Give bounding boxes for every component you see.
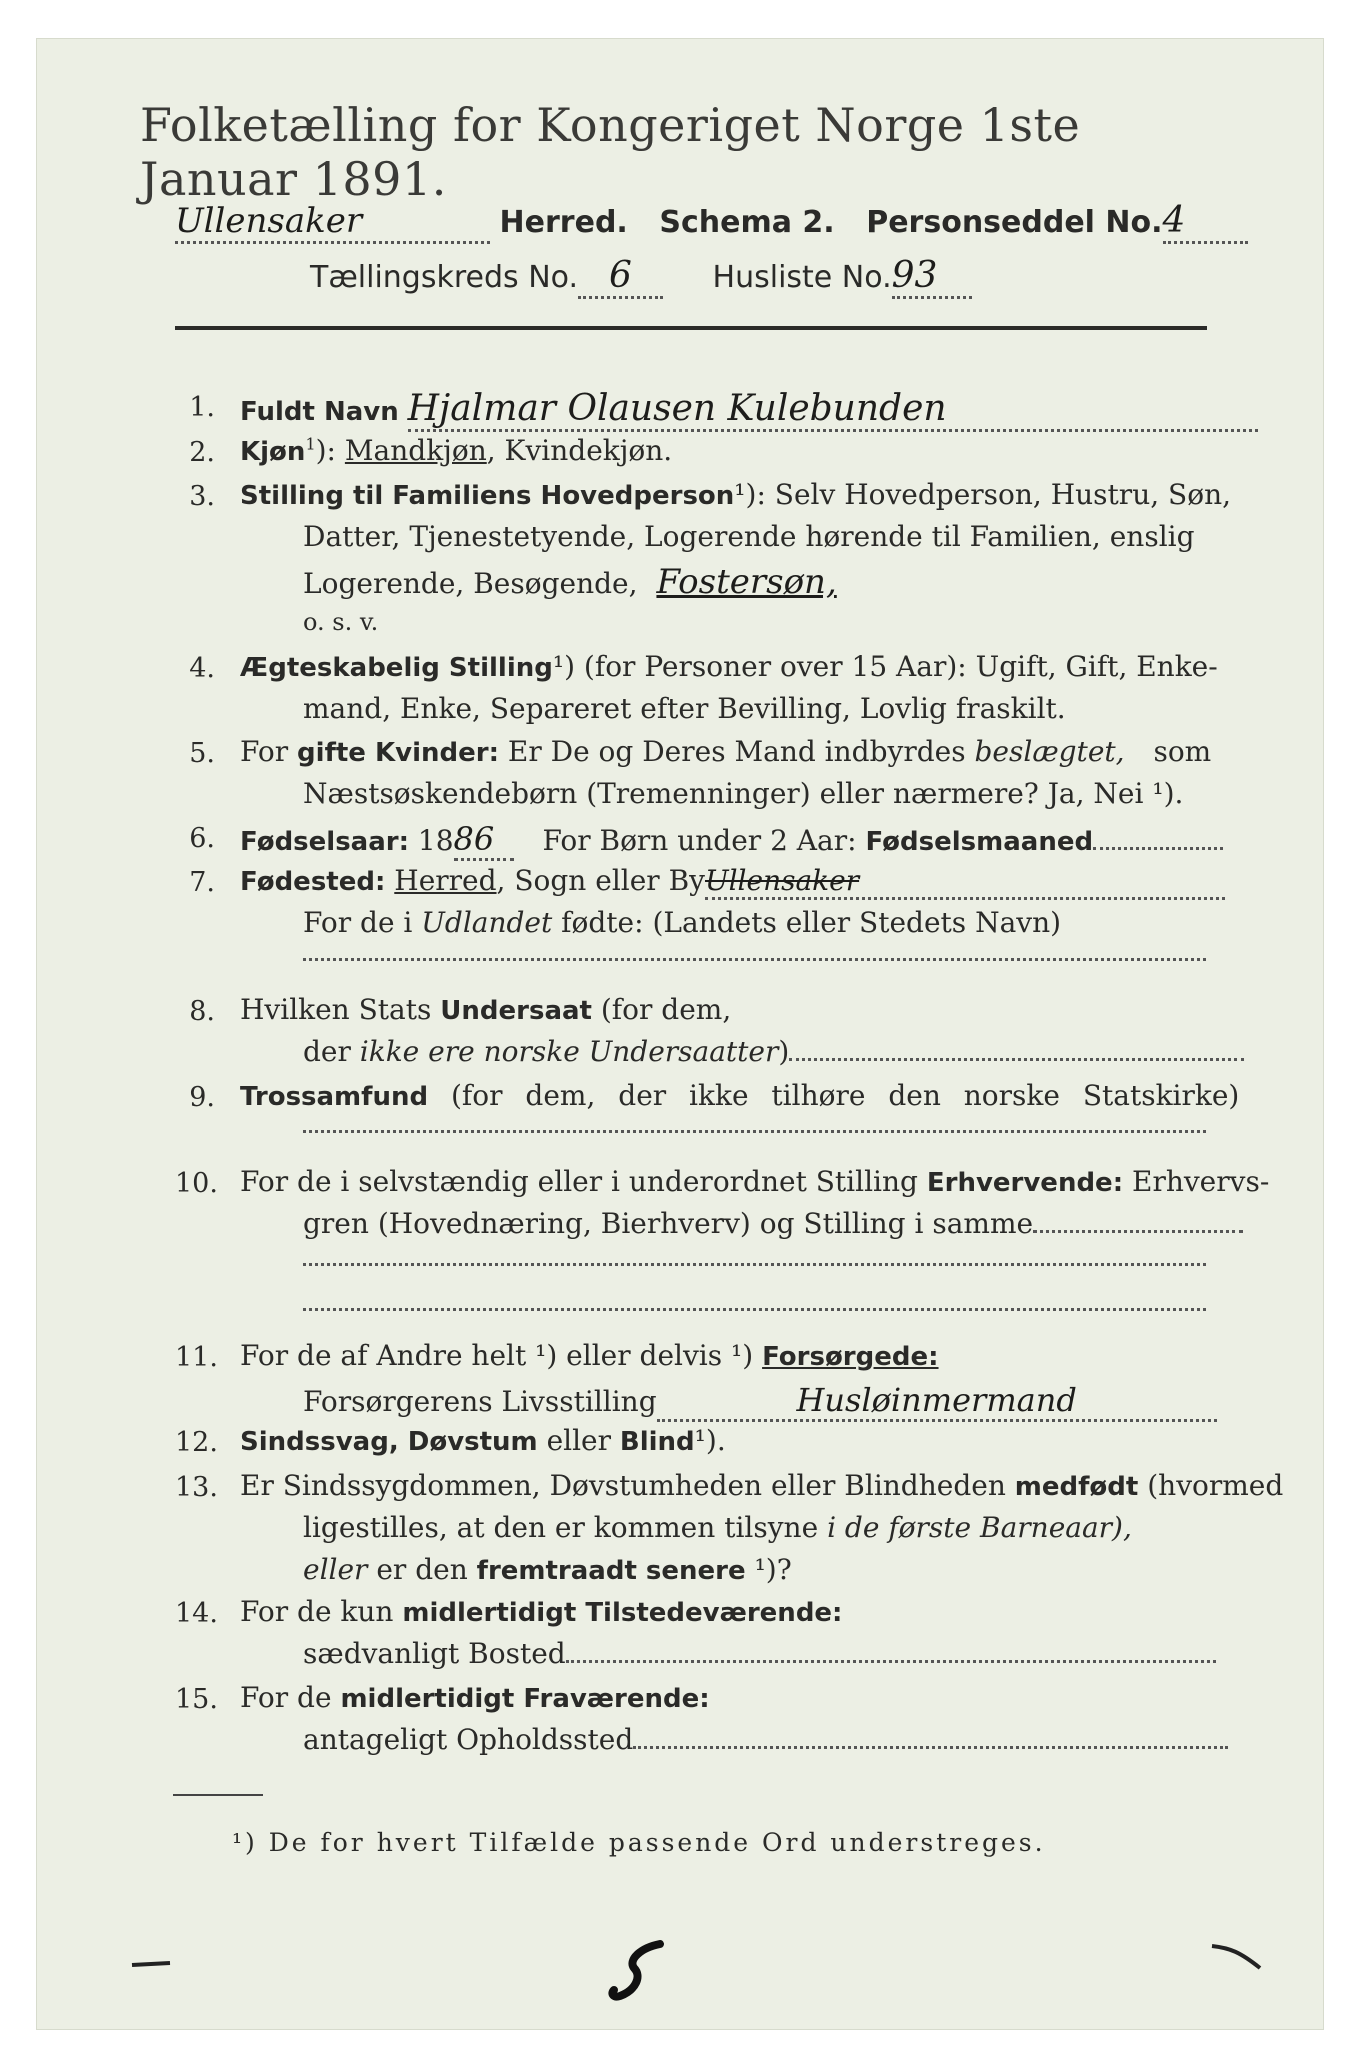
stilling-options-3: Logerende, Besøgende, <box>303 567 638 600</box>
item-5-pre: For <box>240 735 289 768</box>
opholdssted-field <box>633 1746 1228 1749</box>
item-11-line-2 <box>303 1381 1217 1422</box>
aegteskab-options-1: ¹) (for Personer over 15 Aar): Ugift, Gift, Enke- <box>552 650 1218 683</box>
taellingskreds-number: 6 <box>578 255 663 299</box>
item-9-blank-line <box>303 1130 1206 1133</box>
form-title: Folketælling for Kongeriget Norge 1ste Januar 1891. <box>140 98 1081 206</box>
item-15-pre: For de <box>240 1681 332 1714</box>
fremtraadt-senere-label: fremtraadt senere <box>476 1556 746 1586</box>
kjon-option-mandkjon: Mandkjøn <box>344 434 487 467</box>
fodselsaar-value: 86 <box>454 820 514 861</box>
header-divider <box>175 326 1207 330</box>
item-6-row <box>240 820 1223 861</box>
opholdssted-label: antageligt Opholdssted <box>303 1723 634 1756</box>
item-3-line-2: Datter, Tjenestetyende, Logerende hørende til Familien, enslig <box>303 520 1195 553</box>
personseddel-label: Personseddel No. <box>866 205 1163 240</box>
item-2-number: 2. <box>189 437 215 468</box>
item-9-number: 9. <box>189 1082 215 1113</box>
kjon-label: Kjøn <box>240 437 306 467</box>
item-1-row <box>240 388 1258 432</box>
item-10-number: 10. <box>175 1168 218 1199</box>
item-1-number: 1. <box>189 392 215 423</box>
stilling-options-1: ¹): Selv Hovedperson, Hustru, Søn, <box>734 478 1231 511</box>
item-5-line-2: Næstsøskendebørn (Tremenninger) eller nærmere? Ja, Nei ¹). <box>303 777 1184 810</box>
fodselsaar-prefix: 18 <box>417 824 454 857</box>
item-5-text: Er De og Deres Mand indbyrdes <box>507 735 966 768</box>
item-7-number: 7. <box>189 867 215 898</box>
item-14-number: 14. <box>175 1598 218 1629</box>
item-4-line-1 <box>240 650 1218 683</box>
item-2-row <box>240 434 672 467</box>
erhvervende-label: Erhvervende: <box>926 1168 1124 1198</box>
forsorgede-label: Forsørgede: <box>762 1342 939 1372</box>
item-9-line-1 <box>240 1079 1239 1112</box>
fodested-value: Ullensaker <box>705 864 1225 900</box>
item-15-line-1 <box>240 1681 710 1714</box>
item-7-blank-line <box>303 958 1206 961</box>
fodested-rest: , Sogn eller By <box>496 864 705 897</box>
gifte-kvinder-label: gifte Kvinder: <box>297 738 499 768</box>
item-11-number: 11. <box>175 1342 218 1373</box>
husliste-number: 93 <box>892 255 972 299</box>
item-9-text: (for dem, der ikke tilhøre den norske Statskirke) <box>451 1079 1240 1112</box>
item-7-l2a: For de i <box>303 906 413 939</box>
fodselsaar-label: Fødselsaar: <box>240 827 409 857</box>
item-6-number: 6. <box>189 823 215 854</box>
item-7-line-1 <box>240 864 1225 900</box>
kjon-option-kvindekjon: , Kvindekjøn. <box>486 434 673 467</box>
blind-label: Blind <box>619 1427 695 1457</box>
corner-mark-left <box>130 1955 180 1975</box>
kjon-footnote-mark: 1 <box>305 434 316 454</box>
item-10-pre: For de i selvstændig eller i underordnet Stilling <box>240 1165 918 1198</box>
trossamfund-label: Trossamfund <box>240 1082 429 1112</box>
fuldt-navn-value: Hjalmar Olausen Kulebunden <box>408 388 1258 432</box>
item-10-line-2 <box>303 1207 1243 1240</box>
medfodt-label: medfødt <box>1014 1472 1139 1502</box>
item-11-pre: For de af Andre helt ¹) eller delvis ¹) <box>240 1339 754 1372</box>
item-10-blank-line-2 <box>303 1308 1206 1311</box>
item-12-eller: eller <box>546 1424 611 1457</box>
item-8-paren: ) <box>778 1035 790 1068</box>
item-13-eller: eller <box>303 1553 368 1586</box>
item-8-pre: Hvilken Stats <box>240 993 432 1026</box>
tilstedevaerende-label: midlertidigt Tilstedeværende: <box>402 1598 843 1628</box>
undersaat-label: Undersaat <box>440 996 592 1026</box>
aegteskab-label: Ægteskabelig Stilling <box>240 653 553 683</box>
item-12-number: 12. <box>175 1427 218 1458</box>
fodested-label: Fødested: <box>240 867 386 897</box>
fodested-herred: Herred <box>394 864 497 897</box>
forsorgerens-livsstilling-label: Forsørgerens Livsstilling <box>303 1385 657 1418</box>
item-13-number: 13. <box>175 1472 218 1503</box>
item-8-der: der <box>303 1035 351 1068</box>
sindssvag-label: Sindssvag, Døvstum <box>240 1427 538 1457</box>
item-10-erhvervs: Erhvervs- <box>1132 1165 1270 1198</box>
item-12-rest: ¹). <box>694 1424 726 1457</box>
item-13-line-1 <box>240 1469 1283 1502</box>
fodselsmaaned-label: Fødselsmaaned <box>865 827 1094 857</box>
item-13-l2a: ligestilles, at den er kommen tilsyne <box>303 1511 819 1544</box>
footnote: ¹) De for hvert Tilfælde passende Ord understreges. <box>232 1828 1046 1857</box>
item-14-line-2 <box>303 1637 1216 1670</box>
herred-handwritten: Ullensaker <box>175 201 490 244</box>
ink-mark <box>600 1938 680 2008</box>
item-8-number: 8. <box>189 996 215 1027</box>
item-10-line-1 <box>240 1165 1269 1198</box>
fuldt-navn-label: Fuldt Navn <box>240 397 399 427</box>
item-10-blank-line-1 <box>303 1263 1206 1266</box>
item-8-field <box>789 1058 1244 1061</box>
item-14-line-1 <box>240 1595 842 1628</box>
item-3-osv: o. s. v. <box>303 608 379 636</box>
item-13-l3b: ¹)? <box>754 1553 792 1586</box>
schema-label: Schema 2. <box>659 205 835 240</box>
herred-label: Herred. <box>499 205 628 240</box>
header-line-taellingskreds <box>310 255 972 299</box>
item-13-barneaar: i de første Barneaar), <box>827 1511 1132 1544</box>
item-3-line-3 <box>303 562 837 602</box>
item-13-l3a: er den <box>376 1553 468 1586</box>
item-5-line-1 <box>240 735 1211 768</box>
item-11-line-1 <box>240 1339 939 1372</box>
item-7-udlandet: Udlandet <box>421 906 553 939</box>
item-15-line-2 <box>303 1723 1228 1756</box>
item-3-line-1 <box>240 478 1231 511</box>
item-15-number: 15. <box>175 1684 218 1715</box>
stilling-handwritten: Fostersøn, <box>656 562 837 602</box>
fodselsmaaned-field <box>1093 847 1223 850</box>
item-7-line-2 <box>303 906 1061 939</box>
corner-mark-right <box>1210 1940 1270 1980</box>
husliste-label: Husliste No. <box>712 260 892 295</box>
item-8-line-1 <box>240 993 731 1026</box>
item-8-l1: (for dem, <box>600 993 732 1026</box>
item-7-l2b: fødte: (Landets eller Stedets Navn) <box>561 906 1062 939</box>
fravaerende-label: midlertidigt Fraværende: <box>340 1684 710 1714</box>
item-13-line-2 <box>303 1511 1132 1544</box>
footnote-separator <box>173 1794 263 1796</box>
taellingskreds-label: Tællingskreds No. <box>310 260 578 295</box>
item-6-mid: For Børn under 2 Aar: <box>542 824 857 857</box>
header-line-herred <box>175 200 1248 244</box>
saedvanligt-bosted-field <box>566 1660 1216 1663</box>
item-5-som: som <box>1153 735 1212 768</box>
item-3-number: 3. <box>189 481 215 512</box>
personseddel-number: 4 <box>1163 200 1248 244</box>
item-13-hvormed: (hvormed <box>1147 1469 1284 1502</box>
item-5-number: 5. <box>189 738 215 769</box>
item-4-line-2: mand, Enke, Separeret efter Bevilling, Lovlig fraskilt. <box>303 692 1066 725</box>
item-5-beslaegtet: beslægtet, <box>974 735 1125 768</box>
item-12-row <box>240 1424 726 1457</box>
item-8-italic: ikke ere norske Undersaatter <box>359 1035 779 1068</box>
item-8-line-2 <box>303 1035 1244 1068</box>
item-10-l2: gren (Hovednæring, Bierhverv) og Stilling i samme <box>303 1207 1034 1240</box>
item-4-number: 4. <box>189 653 215 684</box>
saedvanligt-bosted-label: sædvanligt Bosted <box>303 1637 566 1670</box>
item-13-l1a: Er Sindssygdommen, Døvstumheden eller Blindheden <box>240 1469 1006 1502</box>
forsorgerens-livsstilling-value: Husløinmermand <box>657 1381 1217 1422</box>
item-10-field <box>1033 1230 1243 1233</box>
stilling-label: Stilling til Familiens Hovedperson <box>240 481 735 511</box>
item-13-line-3 <box>303 1553 792 1586</box>
item-14-pre: For de kun <box>240 1595 394 1628</box>
kjon-colon: ): <box>315 434 336 467</box>
